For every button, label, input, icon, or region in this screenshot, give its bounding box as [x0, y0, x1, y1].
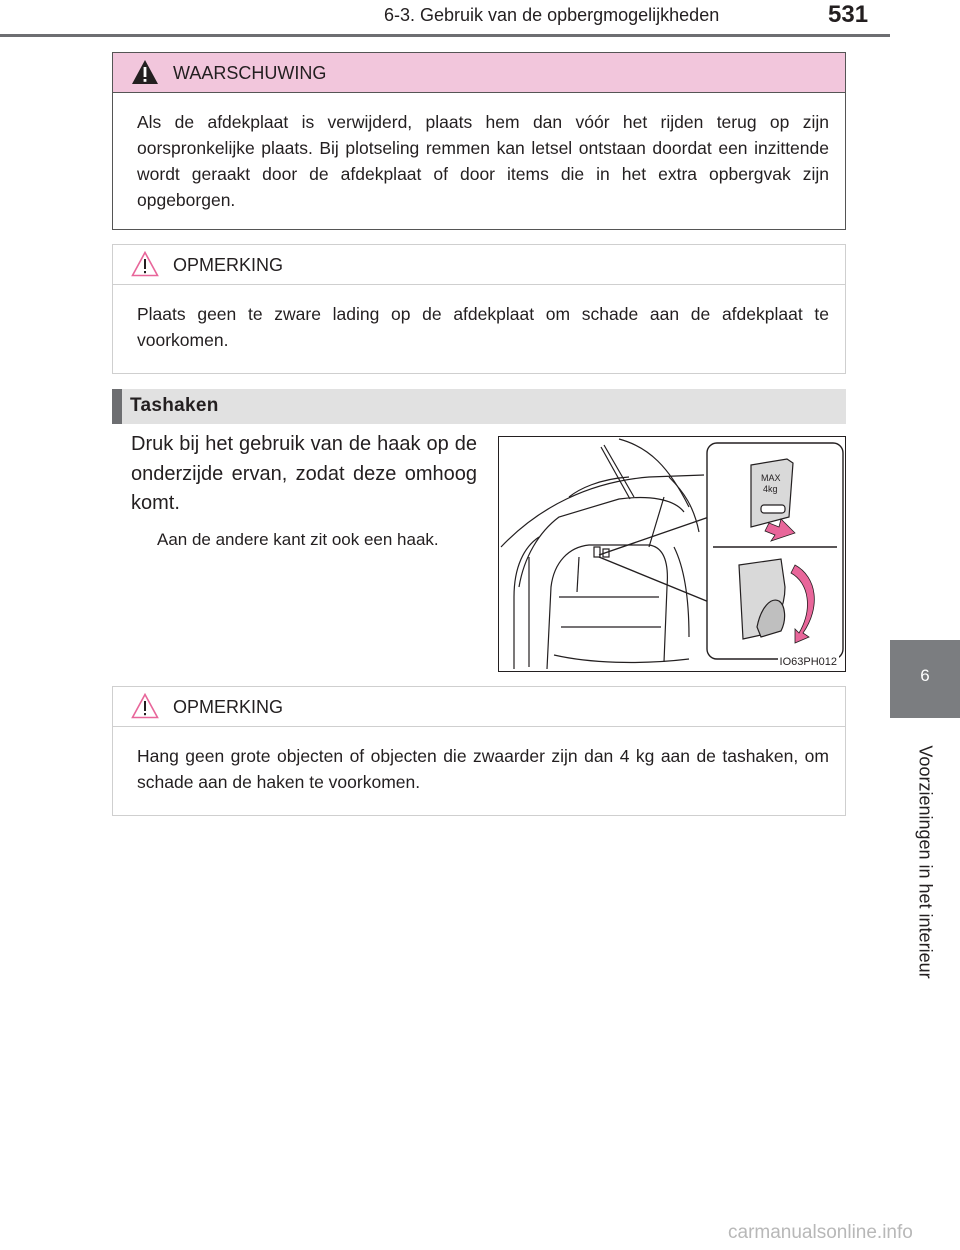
caution-icon [131, 693, 159, 719]
figure-code: IO63PH012 [779, 656, 837, 668]
section-heading-text: Tashaken [130, 395, 219, 416]
notice-label-1: OPMERKING [173, 255, 284, 275]
notice-text-2: Hang geen grote objecten of objecten die zwaarder zijn dan 4 kg aan de tashaken, om schade aan de haken te voorkomen. [137, 746, 829, 792]
caution-icon [131, 251, 159, 277]
notice-header-2 [113, 687, 845, 727]
section-heading [112, 389, 846, 424]
header-rule [0, 34, 890, 37]
chapter-number: 6 [920, 666, 930, 685]
warning-label: WAARSCHUWING [173, 63, 327, 83]
instruction-text: Druk bij het gebruik van de haak op de onderzijde ervan, zodat deze omhoog komt. [131, 433, 477, 514]
heading-accent [112, 389, 122, 424]
luggage-hook-illustration [498, 436, 846, 672]
sub-note-text: Aan de andere kant zit ook een haak. [157, 530, 439, 549]
warning-header [113, 53, 845, 93]
warning-text: Als de afdekplaat is verwijderd, plaats hem dan vóór het rijden terug op zijn oorspronkelijke plaats. Bij plotseling remmen kan letsel ontstaan doordat een inzittende wordt geraakt door de afdekplaat of door items die in het extra opbergvak zijn opgeborgen. [137, 112, 829, 210]
warning-icon [131, 59, 159, 85]
weight-label: 4kg [763, 484, 778, 494]
notice-label-2: OPMERKING [173, 697, 284, 717]
section-title: 6-3. Gebruik van de opbergmogelijkheden [384, 5, 720, 25]
watermark: carmanualsonline.info [728, 1222, 913, 1243]
notice-header-1 [113, 245, 845, 285]
trunk-hook-drawing [499, 437, 845, 671]
notice-box-1 [112, 244, 846, 374]
max-label: MAX [761, 473, 781, 483]
notice-text-1: Plaats geen te zware lading op de afdekplaat om schade aan de afdekplaat te voorkomen. [137, 304, 829, 350]
warning-box [112, 52, 846, 230]
page-header [0, 0, 960, 38]
page-number: 531 [828, 1, 869, 28]
notice-box-2 [112, 686, 846, 816]
chapter-title: Voorzieningen in het interieur [915, 745, 936, 979]
chapter-tab [890, 640, 960, 718]
